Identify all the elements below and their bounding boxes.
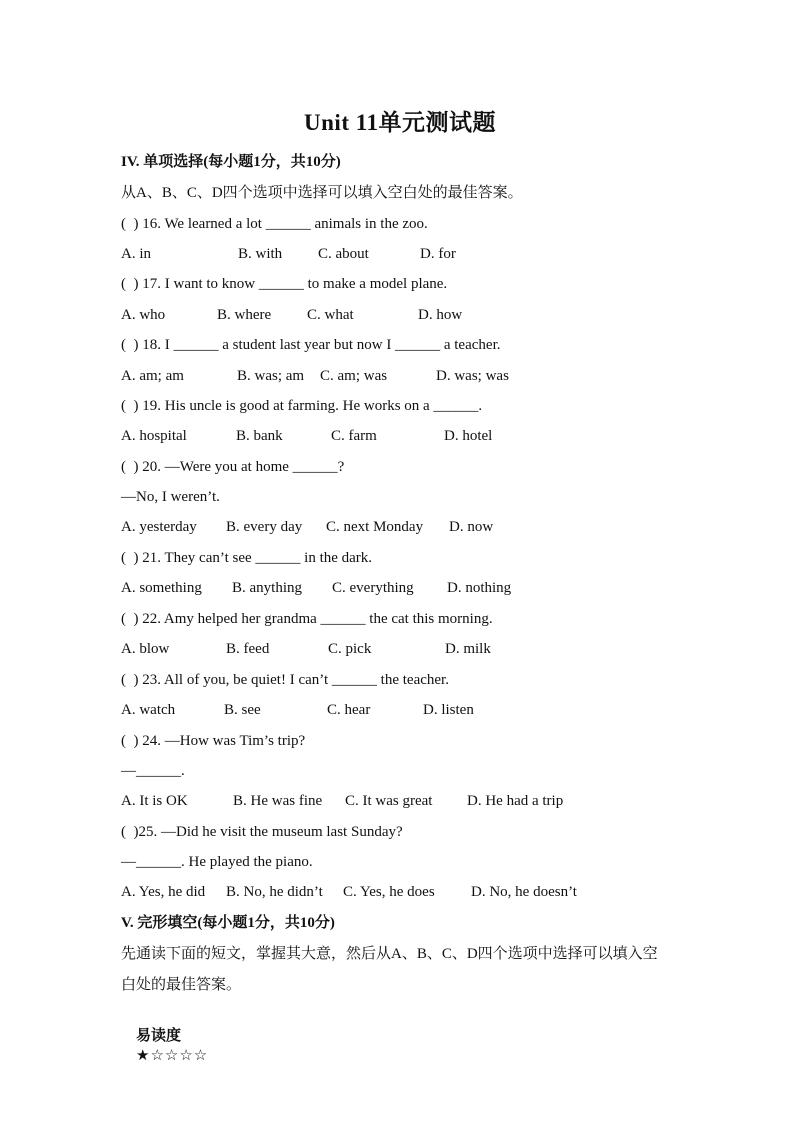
q25-option-b: B. No, he didn’t — [226, 884, 323, 900]
q25-option-c: C. Yes, he does — [343, 884, 435, 900]
q24-option-d: D. He had a trip — [467, 793, 564, 809]
q23-option-c: C. hear — [327, 702, 371, 718]
difficulty-stars: ★☆☆☆☆ — [136, 1048, 209, 1064]
q19-option-d: D. hotel — [444, 428, 493, 444]
q25-option-a: A. Yes, he did — [121, 884, 206, 900]
q24-option-b: B. He was fine — [233, 793, 323, 809]
q16-option-b: B. with — [238, 246, 283, 262]
q23-option-a: A. watch — [121, 702, 176, 718]
q22-option-d: D. milk — [445, 641, 491, 657]
q22-option-a: A. blow — [121, 641, 170, 657]
q24-option-a: A. It is OK — [121, 793, 188, 809]
q16-option-c: C. about — [318, 246, 369, 262]
q22-option-c: C. pick — [328, 641, 372, 657]
q17-option-b: B. where — [217, 307, 272, 323]
q20-option-a: A. yesterday — [121, 519, 197, 535]
q21-option-c: C. everything — [332, 580, 414, 596]
q16-option-d: D. for — [420, 246, 456, 262]
q17-option-d: D. how — [418, 307, 463, 323]
q25-option-d: D. No, he doesn’t — [471, 884, 577, 900]
page-title: Unit 11单元测试题 — [304, 110, 496, 135]
q18-option-d: D. was; was — [436, 368, 509, 384]
section-4-instruction: 从A、B、C、D四个选项中选择可以填入空白处的最佳答案。 — [121, 185, 523, 201]
question-20-stem: ( ) 20. —Were you at home ______? — [121, 459, 345, 475]
question-24-stem: ( ) 24. —How was Tim’s trip? — [121, 733, 306, 749]
difficulty-label: 易读度 — [136, 1028, 182, 1044]
q19-option-c: C. farm — [331, 428, 377, 444]
q16-option-a: A. in — [121, 246, 151, 262]
question-16-stem: ( ) 16. We learned a lot ______ animals in the zoo. — [121, 216, 428, 232]
q21-option-d: D. nothing — [447, 580, 512, 596]
q23-option-d: D. listen — [423, 702, 474, 718]
question-22-stem: ( ) 22. Amy helped her grandma ______ the cat this morning. — [121, 611, 493, 627]
question-24-reply: —______. — [121, 763, 185, 779]
question-25-reply: —______. He played the piano. — [121, 854, 313, 870]
question-18-stem: ( ) 18. I ______ a student last year but now I ______ a teacher. — [121, 337, 501, 353]
q18-option-a: A. am; am — [121, 368, 184, 384]
q21-option-a: A. something — [121, 580, 202, 596]
question-17-stem: ( ) 17. I want to know ______ to make a model plane. — [121, 276, 448, 292]
section-5-instruction-line-2: 白处的最佳答案。 — [121, 977, 242, 993]
q24-option-c: C. It was great — [345, 793, 433, 809]
q17-option-c: C. what — [307, 307, 354, 323]
q19-option-b: B. bank — [236, 428, 283, 444]
q20-option-c: C. next Monday — [326, 519, 424, 535]
q18-option-c: C. am; was — [320, 368, 388, 384]
question-25-stem: ( )25. —Did he visit the museum last Sunday? — [121, 824, 403, 840]
q19-option-a: A. hospital — [121, 428, 187, 444]
question-21-stem: ( ) 21. They can’t see ______ in the dark. — [121, 550, 373, 566]
q23-option-b: B. see — [224, 702, 261, 718]
section-5-heading: V. 完形填空(每小题1分，共10分) — [121, 915, 335, 931]
q21-option-b: B. anything — [232, 580, 302, 596]
q20-option-b: B. every day — [226, 519, 303, 535]
q20-option-d: D. now — [449, 519, 494, 535]
q17-option-a: A. who — [121, 307, 166, 323]
question-19-stem: ( ) 19. His uncle is good at farming. He works on a ______. — [121, 398, 483, 414]
q22-option-b: B. feed — [226, 641, 270, 657]
question-20-reply: —No, I weren’t. — [121, 489, 220, 505]
q18-option-b: B. was; am — [237, 368, 305, 384]
section-5-instruction-line-1: 先通读下面的短文，掌握其大意，然后从A、B、C、D四个选项中选择可以填入空 — [121, 946, 658, 962]
section-4-heading: IV. 单项选择(每小题1分，共10分) — [121, 154, 341, 170]
question-23-stem: ( ) 23. All of you, be quiet! I can’t ______ the teacher. — [121, 672, 449, 688]
difficulty-rating — [121, 1006, 208, 1086]
